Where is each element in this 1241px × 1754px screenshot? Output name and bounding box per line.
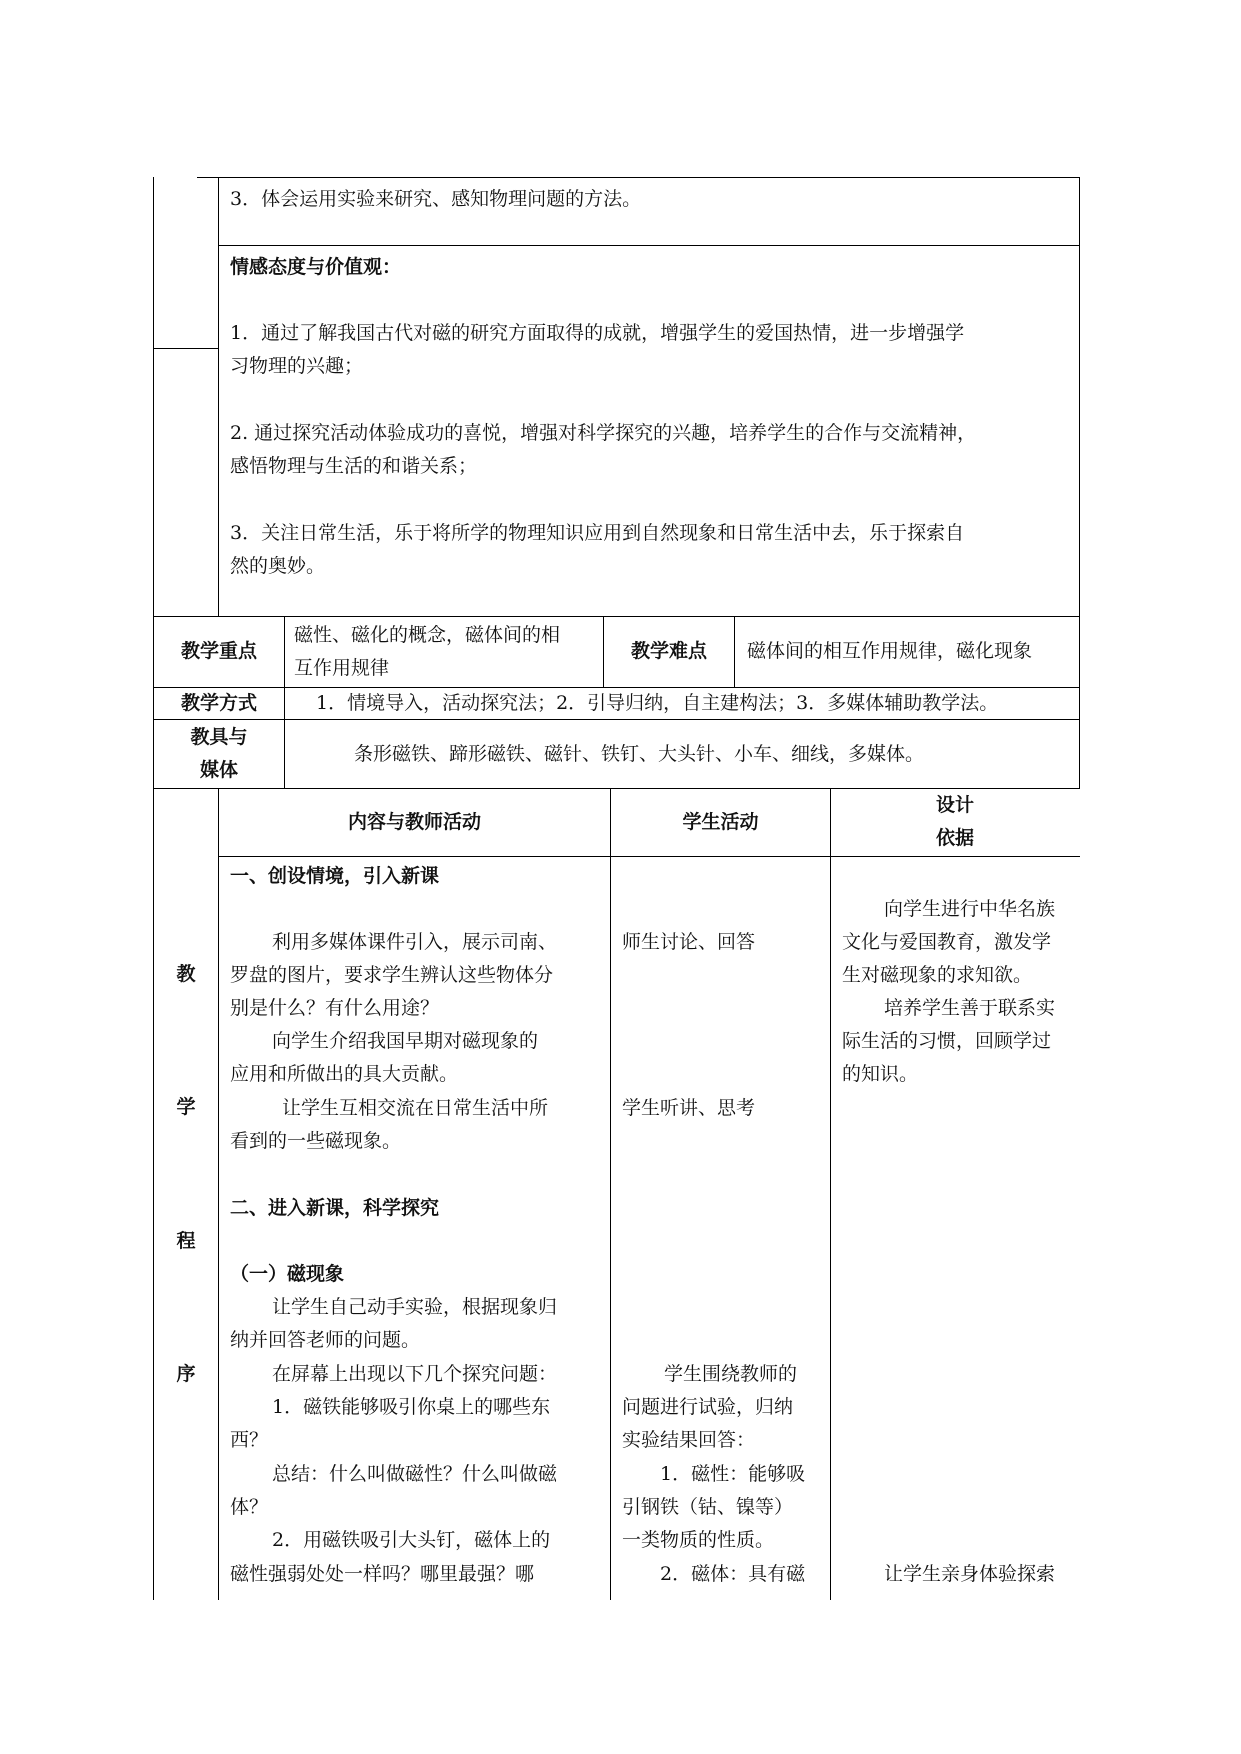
emotion-heading: 情感态度与价值观： [230,256,402,278]
tools-label-line-1: 教具与 [190,726,248,748]
header-student: 学生活动 [682,811,759,833]
basis-line: 际生活的习惯，回顾学过 [842,1030,1052,1052]
student-line: 学生围绕教师的 [664,1363,798,1385]
difficulty-label: 教学难点 [630,640,707,662]
difficulty-value: 磁体间的相互作用规律，磁化现象 [747,640,1033,662]
table-line [734,616,735,687]
content-line: 在屏幕上出现以下几个探究问题： [272,1363,558,1385]
basis-line: 生对磁现象的求知欲。 [842,964,1033,986]
key-points-value-line-1: 磁性、磁化的概念，磁体间的相 [294,624,561,646]
basis-line: 的知识。 [842,1063,919,1085]
process-side-char-2: 学 [176,1096,196,1118]
emotion-item-2-line-2: 感悟物理与生活的和谐关系； [230,455,478,477]
process-side-char-3: 程 [176,1230,196,1252]
table-line [153,348,218,349]
content-line: 利用多媒体课件引入，展示司南、 [272,931,558,953]
table-line [830,788,831,1600]
content-line: 纳并回答老师的问题。 [230,1329,421,1351]
table-line [1079,177,1080,789]
emotion-item-3-line-1: 3．关注日常生活，乐于将所学的物理知识应用到自然现象和日常生活中去，乐于探索自 [230,522,965,544]
content-line: 1．磁铁能够吸引你桌上的哪些东 [272,1396,551,1418]
content-line: 西？ [230,1429,269,1451]
emotion-item-2-line-1: 2. 通过探究活动体验成功的喜悦，增强对科学探究的兴趣，培养学生的合作与交流精神， [230,422,977,444]
table-line [218,856,1080,857]
student-line: 实验结果回答： [622,1429,756,1451]
table-line [610,788,611,1600]
content-line: 磁性强弱处处一样吗？哪里最强？哪 [230,1563,535,1585]
header-content: 内容与教师活动 [347,811,481,833]
student-line: 一类物质的性质。 [622,1529,775,1551]
student-line: 学生听讲、思考 [622,1097,756,1119]
content-line: 让学生自己动手实验，根据现象归 [272,1296,558,1318]
content-line: 体？ [230,1496,269,1518]
table-line [218,177,219,617]
student-line: 2．磁体：具有磁 [660,1563,806,1585]
table-line [218,788,219,1600]
method-value: 1．情境导入，活动探究法；2．引导归纳，自主建构法；3．多媒体辅助教学法。 [316,692,999,714]
key-points-label: 教学重点 [180,640,257,662]
objective-item-3: 3．体会运用实验来研究、感知物理问题的方法。 [230,188,642,210]
table-line [218,245,1080,246]
content-line: 2．用磁铁吸引大头钉，磁体上的 [272,1529,551,1551]
student-line: 1．磁性：能够吸 [660,1463,806,1485]
process-side-char-1: 教 [176,963,196,985]
key-points-value-line-2: 互作用规律 [294,657,390,679]
content-line: 让学生互相交流在日常生活中所 [282,1097,549,1119]
student-line: 问题进行试验，归纳 [622,1396,794,1418]
header-basis-line-1: 设计 [935,794,974,816]
method-label: 教学方式 [180,692,257,714]
student-line: 引钢铁（钴、镍等） [622,1496,794,1518]
table-line [153,616,1080,617]
emotion-item-3-line-2: 然的奥妙。 [230,555,326,577]
basis-line: 让学生亲身体验探索 [884,1563,1056,1585]
content-line: 应用和所做出的具大贡献。 [230,1063,459,1085]
subsection-1-heading: （一）磁现象 [230,1263,345,1285]
content-line: 罗盘的图片，要求学生辨认这些物体分 [230,964,554,986]
basis-line: 培养学生善于联系实 [884,997,1056,1019]
section-2-heading: 二、进入新课，科学探究 [230,1197,440,1219]
table-line [197,177,1080,178]
header-basis-line-2: 依据 [935,827,974,849]
emotion-item-1-line-1: 1．通过了解我国古代对磁的研究方面取得的成就，增强学生的爱国热情，进一步增强学 [230,322,965,344]
content-line: 总结：什么叫做磁性？什么叫做磁 [272,1463,558,1485]
student-line: 师生讨论、回答 [622,931,756,953]
content-line: 别是什么？有什么用途？ [230,997,440,1019]
basis-line: 文化与爱国教育，激发学 [842,931,1052,953]
section-1-heading: 一、创设情境，引入新课 [230,865,440,887]
table-line [284,616,285,789]
process-side-char-4: 序 [176,1363,196,1385]
emotion-item-1-line-2: 习物理的兴趣； [230,355,364,377]
basis-line: 向学生进行中华名族 [884,898,1056,920]
content-line: 向学生介绍我国早期对磁现象的 [272,1030,539,1052]
tools-label-line-2: 媒体 [199,759,238,781]
tools-value: 条形磁铁、蹄形磁铁、磁针、铁钉、大头针、小车、细线，多媒体。 [354,743,925,765]
content-line: 看到的一些磁现象。 [230,1130,402,1152]
